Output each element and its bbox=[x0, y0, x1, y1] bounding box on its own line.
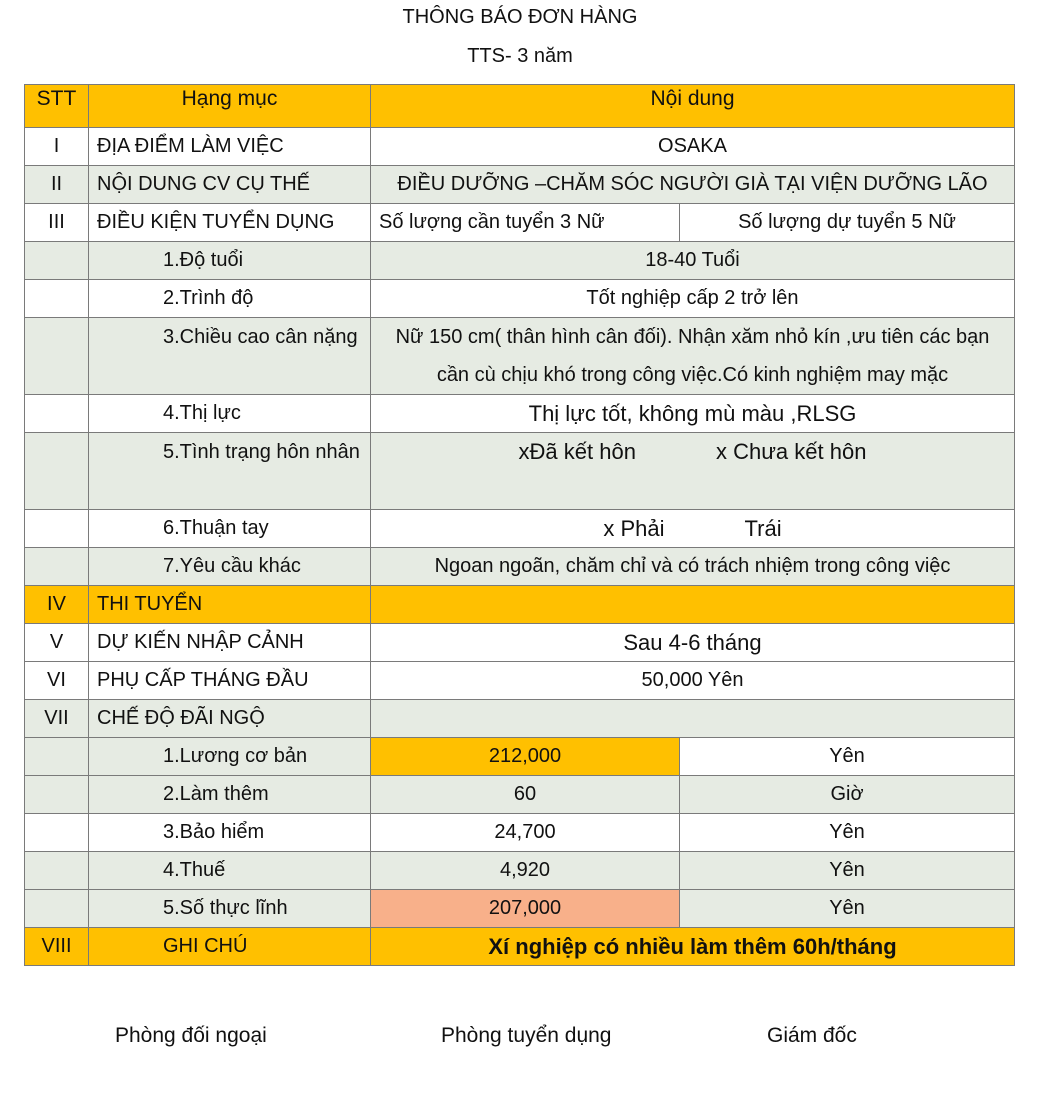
row-stt bbox=[25, 852, 89, 890]
row-value: 207,000 bbox=[371, 890, 680, 928]
row-stt bbox=[25, 510, 89, 548]
table-row bbox=[25, 166, 1015, 204]
row-label: PHỤ CẤP THÁNG ĐẦU bbox=[89, 662, 371, 700]
table-row bbox=[25, 318, 1015, 395]
header-content: Nội dung bbox=[371, 85, 1015, 128]
row-value bbox=[371, 586, 1015, 624]
row-label: 2.Trình độ bbox=[89, 280, 371, 318]
table-row bbox=[25, 814, 1015, 852]
table-row bbox=[25, 128, 1015, 166]
row-stt bbox=[25, 890, 89, 928]
row-value: 60 bbox=[371, 776, 680, 814]
row-value: Sau 4-6 tháng bbox=[371, 624, 1015, 662]
row-stt bbox=[25, 738, 89, 776]
document-subtitle: TTS- 3 năm bbox=[467, 45, 573, 67]
row-value: Thị lực tốt, không mù màu ,RLSG bbox=[371, 395, 1015, 433]
table-row bbox=[25, 242, 1015, 280]
row-stt: I bbox=[25, 128, 89, 166]
row-stt bbox=[25, 548, 89, 586]
row-stt: III bbox=[25, 204, 89, 242]
row-stt bbox=[25, 814, 89, 852]
marital-option-married: xĐã kết hôn bbox=[518, 439, 636, 464]
table-row bbox=[25, 586, 1015, 624]
row-label: CHẾ ĐỘ ĐÃI NGỘ bbox=[89, 700, 371, 738]
row-value: Nữ 150 cm( thân hình cân đối). Nhận xăm nhỏ kín ,ưu tiên các bạn cần cù chịu khó trong công việc.Có kinh nghiệm may mặc bbox=[371, 318, 1015, 395]
row-label: ĐỊA ĐIỂM LÀM VIỆC bbox=[89, 128, 371, 166]
row-value: Ngoan ngoãn, chăm chỉ và có trách nhiệm trong công việc bbox=[371, 548, 1015, 586]
row-stt: IV bbox=[25, 586, 89, 624]
row-value-a: Số lượng cần tuyển 3 Nữ bbox=[371, 204, 680, 242]
row-unit: Yên bbox=[680, 852, 1015, 890]
row-stt: VIII bbox=[25, 928, 89, 966]
row-stt: VII bbox=[25, 700, 89, 738]
row-label: 4.Thuế bbox=[89, 852, 371, 890]
row-stt bbox=[25, 776, 89, 814]
signature-director: Giám đốc bbox=[767, 1024, 857, 1047]
row-label: 6.Thuận tay bbox=[89, 510, 371, 548]
row-value: 24,700 bbox=[371, 814, 680, 852]
row-label: NỘI DUNG CV CỤ THẾ bbox=[89, 166, 371, 204]
row-label: 4.Thị lực bbox=[89, 395, 371, 433]
row-label: 1.Độ tuổi bbox=[89, 242, 371, 280]
table-header-row bbox=[25, 85, 1015, 128]
hand-option-left: Trái bbox=[744, 516, 782, 541]
table-row bbox=[25, 890, 1015, 928]
row-stt bbox=[25, 280, 89, 318]
row-unit: Yên bbox=[680, 814, 1015, 852]
table-row bbox=[25, 204, 1015, 242]
row-label: 5.Số thực lĩnh bbox=[89, 890, 371, 928]
row-label: 7.Yêu cầu khác bbox=[89, 548, 371, 586]
row-stt bbox=[25, 433, 89, 510]
row-value: Tốt nghiệp cấp 2 trở lên bbox=[371, 280, 1015, 318]
row-label: 3.Bảo hiểm bbox=[89, 814, 371, 852]
row-stt bbox=[25, 395, 89, 433]
row-value-b: Số lượng dự tuyển 5 Nữ bbox=[680, 204, 1015, 242]
row-label: ĐIỀU KIỆN TUYỂN DỤNG bbox=[89, 204, 371, 242]
row-unit: Yên bbox=[680, 890, 1015, 928]
row-stt bbox=[25, 242, 89, 280]
table-row bbox=[25, 738, 1015, 776]
row-value: 4,920 bbox=[371, 852, 680, 890]
table-row bbox=[25, 852, 1015, 890]
table-row bbox=[25, 510, 1015, 548]
signature-foreign-affairs: Phòng đối ngoại bbox=[115, 1024, 267, 1047]
table-row bbox=[25, 395, 1015, 433]
row-stt: II bbox=[25, 166, 89, 204]
signature-recruitment: Phòng tuyển dụng bbox=[441, 1024, 612, 1047]
row-label: 1.Lương cơ bản bbox=[89, 738, 371, 776]
table-row bbox=[25, 624, 1015, 662]
row-value bbox=[371, 433, 1015, 510]
row-stt: VI bbox=[25, 662, 89, 700]
row-value: 18-40 Tuổi bbox=[371, 242, 1015, 280]
table-row bbox=[25, 433, 1015, 510]
row-value: OSAKA bbox=[371, 128, 1015, 166]
row-value bbox=[371, 510, 1015, 548]
table-row bbox=[25, 928, 1015, 966]
header-category: Hạng mục bbox=[89, 85, 371, 128]
row-unit: Giờ bbox=[680, 776, 1015, 814]
row-unit: Yên bbox=[680, 738, 1015, 776]
table-row bbox=[25, 280, 1015, 318]
row-label: GHI CHÚ bbox=[89, 928, 371, 966]
row-value: 50,000 Yên bbox=[371, 662, 1015, 700]
row-stt bbox=[25, 318, 89, 395]
marital-option-single: x Chưa kết hôn bbox=[715, 439, 867, 464]
row-label: 5.Tình trạng hôn nhân bbox=[89, 433, 371, 510]
row-value: ĐIỀU DƯỠNG –CHĂM SÓC NGƯỜI GIÀ TẠI VIỆN DƯỠNG LÃO bbox=[371, 166, 1015, 204]
row-label: THI TUYỂN bbox=[89, 586, 371, 624]
header-stt: STT bbox=[25, 85, 89, 128]
row-stt: V bbox=[25, 624, 89, 662]
table-row bbox=[25, 700, 1015, 738]
row-label: 3.Chiều cao cân nặng bbox=[89, 318, 371, 395]
row-label: 2.Làm thêm bbox=[89, 776, 371, 814]
table-row bbox=[25, 662, 1015, 700]
row-value: Xí nghiệp có nhiều làm thêm 60h/tháng bbox=[371, 928, 1015, 966]
row-value bbox=[371, 700, 1015, 738]
order-table bbox=[24, 84, 1015, 966]
table-row bbox=[25, 776, 1015, 814]
table-row bbox=[25, 548, 1015, 586]
document-title: THÔNG BÁO ĐƠN HÀNG bbox=[402, 6, 638, 28]
row-label: DỰ KIẾN NHẬP CẢNH bbox=[89, 624, 371, 662]
hand-option-right: x Phải bbox=[603, 516, 665, 541]
row-value: 212,000 bbox=[371, 738, 680, 776]
